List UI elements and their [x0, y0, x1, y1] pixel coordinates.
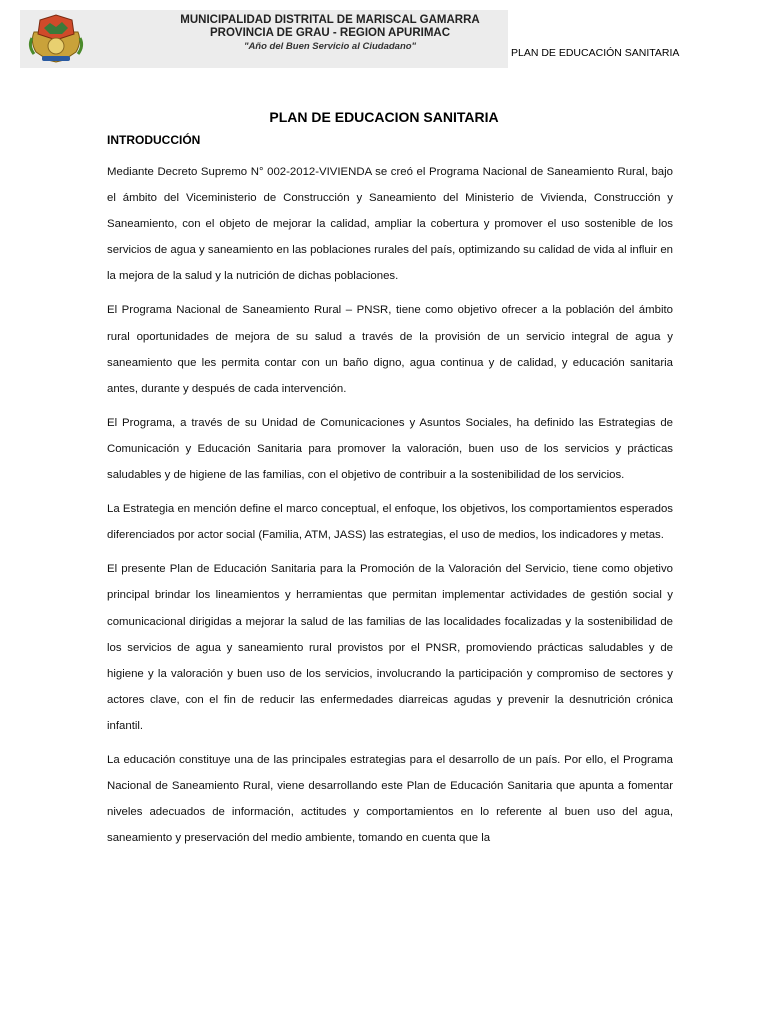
municipality-name: MUNICIPALIDAD DISTRITAL DE MARISCAL GAMARRA — [180, 14, 480, 26]
body-text — [107, 159, 673, 859]
paragraph: La Estrategia en mención define el marco conceptual, el enfoque, los objetivos, los comportamientos esperados diferenciados por actor social (Familia, ATM, JASS) las estrategias, el uso de medios, los indicadores y metas. — [107, 503, 673, 542]
paragraph: El Programa Nacional de Saneamiento Rural – PNSR, tiene como objetivo ofrecer a la población del ámbito rural oportunidades de mejora de su salud a través de la provisión de un servicio integral de agua y saneamiento que les permita contar con un baño digno, agua continua y de calidad, y educación sanitaria antes, durante y después de cada intervención. — [107, 304, 673, 395]
section-title: INTRODUCCIÓN — [107, 133, 201, 147]
paragraph: La educación constituye una de las principales estrategias para el desarrollo de un país. Por ello, el Programa Nacional de Saneamiento Rural, viene desarrollando este Plan de Educación Sanitaria que apunta a fomentar niveles adecuados de información, actitudes y comportamientos en lo referente al buen uso del agua, saneamiento y preservación del medio ambiente, tomando en cuenta que la — [107, 753, 673, 845]
year-motto: "Año del Buen Servicio al Ciudadano" — [243, 41, 417, 52]
paragraph: Mediante Decreto Supremo N° 002-2012-VIVIENDA se creó el Programa Nacional de Saneamiento Rural, bajo el ámbito del Viceministerio de Construcción y Saneamiento del Ministerio de Vivienda, Construcción y Saneamiento, con el objeto de mejorar la calidad, ampliar la cobertura y promover el uso sostenible de los servicios de agua y saneamiento en las poblaciones rurales del país, optimizando su calidad de vida al influir en la mejora de la salud y la nutrición de dichas poblaciones. — [107, 166, 673, 283]
municipal-crest-icon — [26, 12, 86, 66]
paragraph: El presente Plan de Educación Sanitaria para la Promoción de la Valoración del Servicio, tiene como objetivo principal brindar los lineamientos y herramientas que permitan implementar actividades de gestión social y comunicacional dirigidas a mejorar la salud de las familias de las localidades focalizadas y la sostenibilidad de los servicios de agua y saneamiento rural provistos por el PNSR, promoviendo prácticas saludables y de higiene y la valoración y buen uso de los servicios, involucrando la participación y compromiso de sectores y actores clave, con el fin de reducir las enfermedades diarreicas agudas y prevenir la desnutrición crónica infantil. — [107, 563, 673, 732]
header-text-block — [160, 14, 500, 53]
running-header-title: PLAN DE EDUCACIÓN SANITARIA — [511, 47, 680, 59]
document-title: PLAN DE EDUCACION SANITARIA — [269, 109, 499, 125]
province-name: PROVINCIA DE GRAU - REGION APURIMAC — [209, 27, 451, 39]
header-banner — [20, 10, 508, 68]
paragraph: El Programa, a través de su Unidad de Comunicaciones y Asuntos Sociales, ha definido las Estrategias de Comunicación y Educación Sanitaria para promover la valoración, buen uso de los servicios y prácticas saludables y de higiene de las familias, con el objetivo de contribuir a la sostenibilidad de los servicios. — [107, 416, 673, 482]
